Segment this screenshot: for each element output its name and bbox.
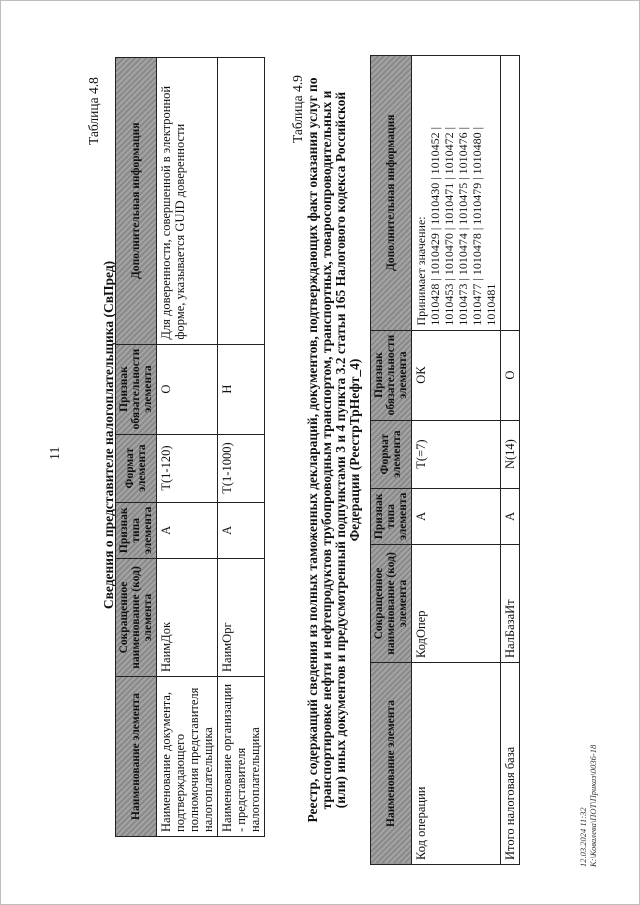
codes-line: 1010481 <box>484 283 498 326</box>
table-row <box>218 58 265 837</box>
cell: А <box>157 502 218 558</box>
table2-title <box>306 35 362 865</box>
codes-line: 1010428 | 1010429 | 1010430 | 1010452 | <box>428 126 442 326</box>
cell: А <box>412 488 501 544</box>
header-cell: Дополнительная информация <box>116 58 157 345</box>
title-line: транспортировке нефти и нефтепродуктов трубопроводным транспортом, транспортных, товаросопроводительных и <box>319 90 334 810</box>
table2 <box>370 55 520 865</box>
cell: Н <box>218 344 265 434</box>
header-cell: Наименование элемента <box>371 663 412 865</box>
table-row <box>157 58 218 837</box>
page-number: 11 <box>48 446 63 460</box>
title-line: Федерации (РеестрТрНефт_4) <box>347 358 362 542</box>
codes-line: 1010453 | 1010470 | 1010471 | 1010472 | <box>442 126 456 326</box>
header-cell: Сокращенное наименование (код) элемента <box>371 545 412 663</box>
cell: ОК <box>412 330 501 420</box>
title-line: (или) иных документов и предусмотренный подпунктами 3 и 4 пункта 3.2 статьи 165 Налогового кодекса Российской <box>333 91 348 809</box>
cell: А <box>501 488 520 544</box>
codes-cell <box>412 56 501 331</box>
cell: Для доверенности, совершенной в электронной форме, указывается GUID доверенности <box>157 58 218 345</box>
header-cell: Признак обязательности элемента <box>116 344 157 434</box>
cell: О <box>501 330 520 420</box>
cell: Т(1-1000) <box>218 434 265 502</box>
stamp-line: 12.03.2024 11:32 <box>578 807 588 867</box>
table2-label: Таблица 4.9 <box>290 75 305 143</box>
header-cell: Признак обязательности элемента <box>371 330 412 420</box>
cell: НаимОрг <box>218 559 265 677</box>
header-cell: Признак типа элемента <box>116 502 157 558</box>
cell: Т(=7) <box>412 420 501 488</box>
cell: О <box>157 344 218 434</box>
stamp-line: К:\Ковалева\ПОТ\Приказ\0036-18 <box>588 744 598 867</box>
codes-line: 1010473 | 1010474 | 1010475 | 1010476 | <box>456 126 470 326</box>
cell: Наименование документа, подтверждающего полномочия представителя налогоплательщика <box>157 677 218 837</box>
codes-line: 1010477 | 1010478 | 1010479 | 1010480 | <box>470 126 484 326</box>
header-cell: Сокращенное наименование (код) элемента <box>116 559 157 677</box>
table1 <box>115 57 265 837</box>
cell: НаимДок <box>157 559 218 677</box>
header-cell: Наименование элемента <box>116 677 157 837</box>
cell <box>218 58 265 345</box>
cell: КодОпер <box>412 545 501 663</box>
cell <box>501 56 520 331</box>
header-cell: Признак типа элемента <box>371 488 412 544</box>
cell: Код операции <box>412 663 501 865</box>
cell: А <box>218 502 265 558</box>
header-cell: Формат элемента <box>371 420 412 488</box>
table1-label: Таблица 4.8 <box>86 77 101 145</box>
title-line: Реестр, содержащий сведения из полных таможенных деклараций, документов, подтверждающих факт оказания услуг по <box>305 77 320 823</box>
cell: N(14) <box>501 420 520 488</box>
table-row <box>412 56 501 865</box>
header-cell: Формат элемента <box>116 434 157 502</box>
table1-title: Сведения о представителе налогоплательщика (СвПред) <box>101 260 116 610</box>
table-row <box>501 56 520 865</box>
cell: Т(1-120) <box>157 434 218 502</box>
print-stamp <box>578 745 598 867</box>
cell: НалБазаИт <box>501 545 520 663</box>
cell: Наименование организации - представителя налогоплательщика <box>218 677 265 837</box>
header-cell: Дополнительная информация <box>371 56 412 331</box>
codes-intro: Принимает значение: <box>414 216 428 326</box>
table2-header-row <box>371 56 412 865</box>
cell: Итого налоговая база <box>501 663 520 865</box>
table1-header-row <box>116 58 157 837</box>
